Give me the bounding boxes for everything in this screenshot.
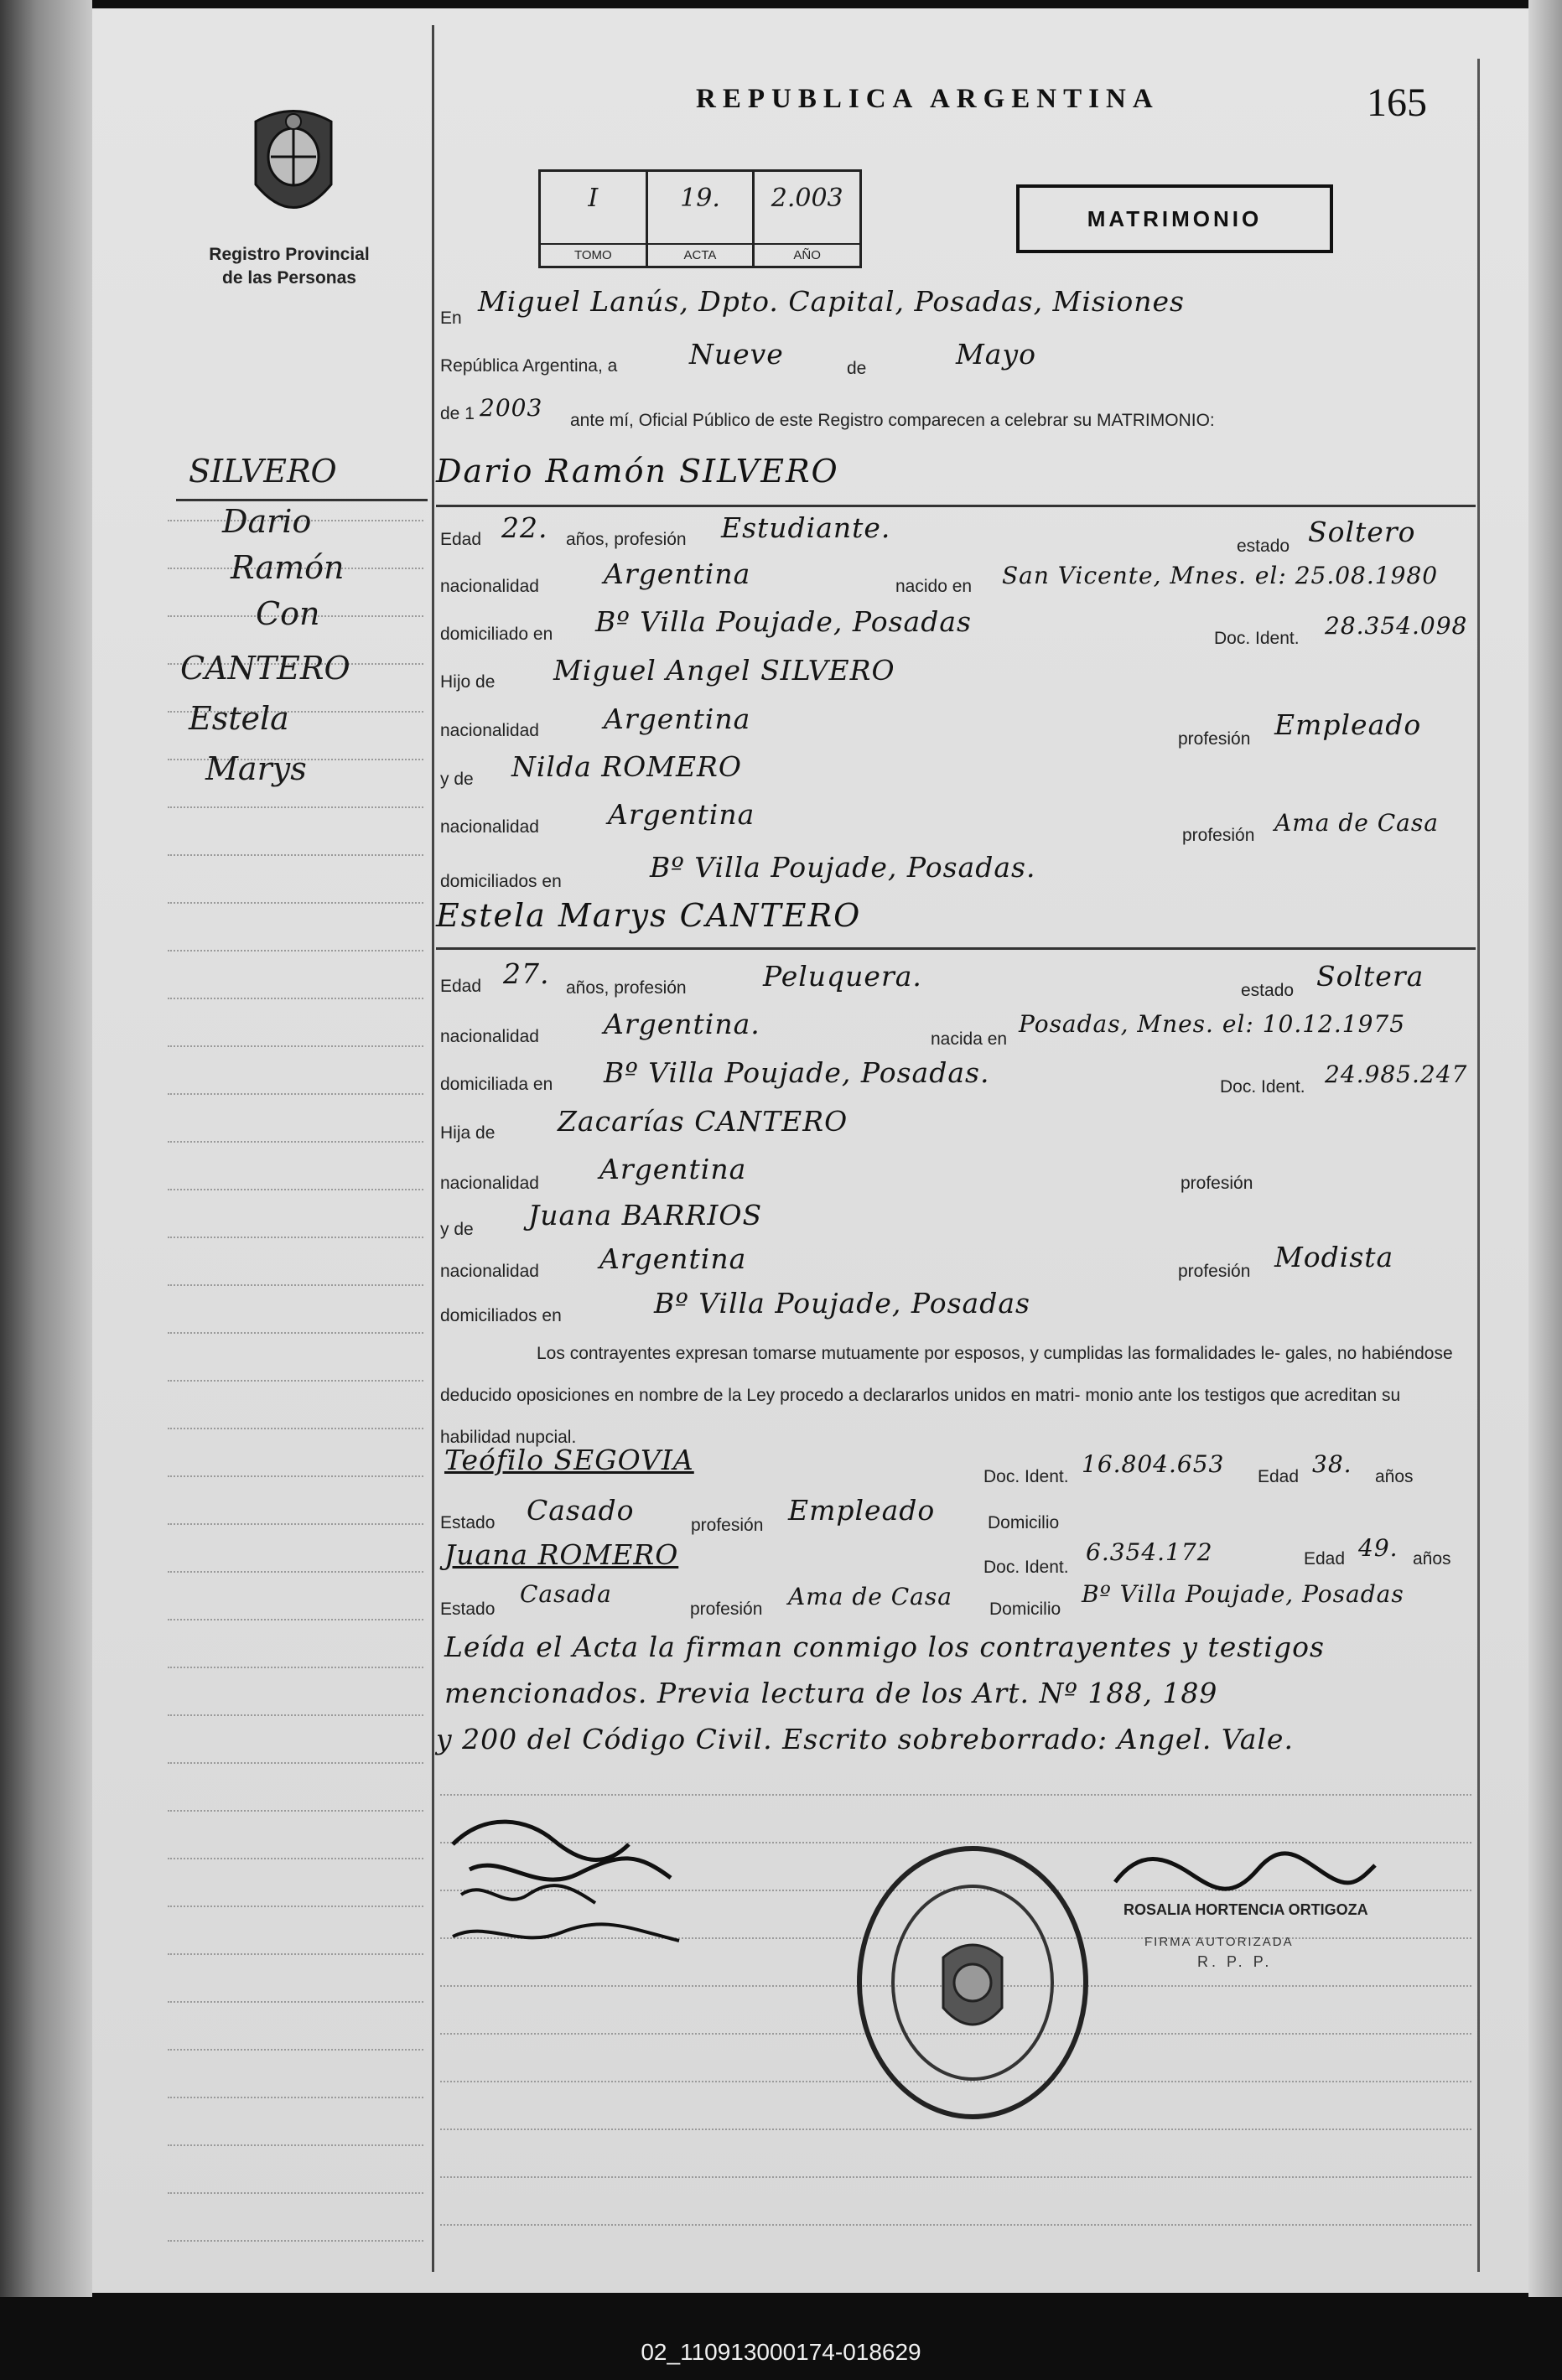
bride-birth: Posadas, Mnes. el: 10.12.1975	[1019, 1010, 1406, 1038]
bride-nacida-label: nacida en	[931, 1029, 1008, 1049]
anio-label: AÑO	[755, 243, 859, 262]
right-margin-line	[1477, 59, 1480, 2272]
ante-text: ante mí, Oficial Público de este Registro comparecen a celebrar su MATRIMONIO:	[570, 411, 1215, 430]
margin-ruled-line	[168, 1667, 423, 1668]
anio-cell	[755, 172, 859, 266]
de-year-label: de 1	[440, 404, 475, 423]
margin-note-line: Ramón	[231, 549, 345, 586]
witness2-estado: Casada	[520, 1580, 612, 1608]
margin-note-line: Dario	[222, 503, 312, 540]
de-label: de	[847, 359, 867, 378]
margin-ruled-line	[168, 1571, 423, 1573]
declaration-line2: gales, no habiéndose deducido oposiciones en nombre de la Ley procedo a declararlos unidos en matri-	[440, 1344, 1453, 1405]
margin-ruled-line	[168, 1953, 423, 1955]
margin-ruled-line	[168, 998, 423, 999]
closing-line1: Leída el Acta la firman conmigo los contrayentes y testigos	[444, 1631, 1325, 1663]
witness1-doc-label: Doc. Ident.	[983, 1467, 1069, 1486]
witness2-domicilio-label: Domicilio	[989, 1600, 1061, 1619]
groom-name-rule	[436, 505, 1476, 507]
bride-y-de-label: y de	[440, 1220, 474, 1239]
groom-age: 22.	[501, 511, 548, 544]
witness2-doc: 6.354.172	[1086, 1538, 1213, 1566]
groom-doc-label: Doc. Ident.	[1214, 629, 1300, 648]
declaration-line1: Los contrayentes expresan tomarse mutuamente por esposos, y cumplidas las formalidades le-	[537, 1344, 1281, 1363]
closing-line3: y 200 del Código Civil. Escrito sobreborrado: Angel. Vale.	[436, 1723, 1294, 1755]
margin-ruled-line	[168, 1714, 423, 1716]
margin-ruled-line	[168, 902, 423, 904]
witness2-estado-label: Estado	[440, 1600, 496, 1619]
image-id-caption: 02_110913000174-018629	[641, 2339, 921, 2365]
groom-mother-nacionalidad-label: nacionalidad	[440, 817, 539, 837]
witness2-domicile: Bº Villa Poujade, Posadas	[1082, 1580, 1404, 1608]
margin-ruled-line	[168, 806, 423, 808]
bride-mother: Juana BARRIOS	[528, 1199, 763, 1231]
tomo-cell	[541, 172, 648, 266]
groom-parents-domicile-label: domiciliados en	[440, 872, 562, 891]
bride-doc-label: Doc. Ident.	[1220, 1077, 1305, 1097]
groom-mother-nationality: Argentina	[608, 798, 755, 831]
bride-nationality: Argentina.	[604, 1008, 760, 1040]
official-name: ROSALIA HORTENCIA ORTIGOZA	[1123, 1901, 1368, 1918]
bride-anios-profesion-label: años, profesión	[566, 978, 687, 998]
margin-ruled-line	[168, 854, 423, 856]
witness1-estado-label: Estado	[440, 1513, 496, 1532]
bride-profession: Peluquera.	[763, 960, 922, 993]
margin-ruled-line	[168, 950, 423, 951]
groom-nacido-label: nacido en	[895, 577, 973, 596]
margin-ruled-line	[168, 1332, 423, 1334]
groom-father-profesion-label: profesión	[1178, 729, 1251, 749]
body-ruled-line	[440, 2129, 1471, 2130]
groom-y-de-label: y de	[440, 770, 474, 789]
folio-number: 165	[1367, 80, 1427, 125]
witness1-age: 38.	[1312, 1450, 1352, 1478]
margin-ruled-line	[168, 2097, 423, 2098]
groom-estado: Soltero	[1308, 516, 1416, 548]
margin-ruled-line	[168, 1189, 423, 1190]
day-value: Nueve	[689, 338, 784, 371]
groom-domicile: Bº Villa Poujade, Posadas	[595, 605, 972, 638]
bride-name-rule	[436, 947, 1476, 950]
bride-domicile: Bº Villa Poujade, Posadas.	[604, 1056, 990, 1089]
margin-ruled-line	[168, 1906, 423, 1907]
book-spine-edge	[0, 0, 92, 2297]
provincial-emblem-icon	[239, 105, 348, 226]
margin-ruled-line	[168, 1858, 423, 1859]
groom-edad-label: Edad	[440, 530, 482, 549]
republica-label: República Argentina, a	[440, 356, 618, 376]
groom-father: Miguel Angel SILVERO	[553, 654, 895, 687]
margin-ruled-line	[168, 1428, 423, 1429]
margin-ruled-line	[168, 1237, 423, 1238]
bride-father-profesion-label: profesión	[1181, 1174, 1253, 1193]
witness1-doc: 16.804.653	[1082, 1450, 1225, 1478]
witness2-doc-label: Doc. Ident.	[983, 1558, 1069, 1577]
margin-ruled-line	[168, 1380, 423, 1382]
year-value: 2003	[480, 394, 543, 422]
witness1-profesion-label: profesión	[691, 1516, 764, 1535]
bride-hija-label: Hija de	[440, 1123, 496, 1143]
rpp-label: R. P. P.	[1197, 1953, 1273, 1970]
official-seal	[851, 1840, 1094, 2125]
witness1-profession: Empleado	[788, 1494, 936, 1527]
bride-mother-nacionalidad-label: nacionalidad	[440, 1262, 539, 1281]
bride-parents-domicile: Bº Villa Poujade, Posadas	[654, 1287, 1030, 1320]
registry-name-line2: de las Personas	[222, 268, 356, 288]
witness1-name: Teófilo SEGOVIA	[444, 1444, 694, 1476]
groom-parents-domicile: Bº Villa Poujade, Posadas.	[650, 851, 1036, 884]
margin-ruled-line	[168, 2001, 423, 2003]
groom-mother-profession: Ama de Casa	[1274, 809, 1439, 837]
tomo-label: TOMO	[541, 243, 646, 262]
declaration-text	[440, 1333, 1471, 1459]
margin-ruled-line	[168, 1093, 423, 1095]
witness2-name: Juana ROMERO	[444, 1538, 679, 1571]
groom-nacionalidad-label: nacionalidad	[440, 577, 539, 596]
body-ruled-line	[440, 2176, 1471, 2178]
closing-line2: mencionados. Previa lectura de los Art. Nº 188, 189	[444, 1677, 1218, 1709]
margin-ruled-line	[168, 1141, 423, 1143]
groom-birth: San Vicente, Mnes. el: 25.08.1980	[1002, 562, 1439, 589]
record-type-box: MATRIMONIO	[1016, 184, 1333, 253]
bride-domiciliada-label: domiciliada en	[440, 1075, 553, 1094]
witness2-profession: Ama de Casa	[788, 1583, 952, 1610]
bride-mother-nationality: Argentina	[599, 1242, 747, 1275]
witness2-profesion-label: profesión	[690, 1600, 763, 1619]
bride-parents-domicile-label: domiciliados en	[440, 1306, 562, 1325]
anio-value: 2.003	[771, 184, 843, 213]
acta-cell	[648, 172, 755, 266]
bride-estado-label: estado	[1241, 981, 1295, 1000]
tomo-value: I	[588, 184, 599, 213]
witness2-edad-label: Edad	[1304, 1549, 1346, 1569]
groom-doc: 28.354.098	[1325, 612, 1468, 640]
margin-column-line	[432, 25, 434, 2272]
witness1-domicilio-label: Domicilio	[988, 1513, 1060, 1532]
register-page	[92, 8, 1528, 2293]
margin-ruled-line	[168, 1523, 423, 1525]
margin-ruled-line	[168, 1045, 423, 1047]
margin-ruled-line	[168, 2049, 423, 2051]
margin-ruled-line	[168, 1475, 423, 1477]
groom-profession: Estudiante.	[721, 511, 891, 544]
margin-ruled-line	[168, 1762, 423, 1764]
margin-note-line: CANTERO	[180, 650, 350, 687]
en-label: En	[440, 309, 462, 328]
contrayentes-signatures	[436, 1794, 738, 1962]
margin-ruled-line	[168, 1619, 423, 1620]
bride-name: Estela Marys CANTERO	[436, 897, 862, 934]
book-right-edge	[1528, 0, 1562, 2297]
registry-name	[184, 243, 394, 290]
witness2-age: 49.	[1358, 1534, 1399, 1562]
place-value: Miguel Lanús, Dpto. Capital, Posadas, Misiones	[478, 285, 1185, 318]
bride-nacionalidad-label: nacionalidad	[440, 1027, 539, 1046]
witness1-edad-label: Edad	[1258, 1467, 1300, 1486]
bride-father-nacionalidad-label: nacionalidad	[440, 1174, 539, 1193]
groom-name: Dario Ramón SILVERO	[436, 453, 839, 490]
country-title: REPUBLICA ARGENTINA	[696, 84, 1160, 114]
margin-note-line: Estela	[189, 700, 289, 737]
groom-anios-profesion-label: años, profesión	[566, 530, 687, 549]
bride-mother-profession: Modista	[1274, 1241, 1394, 1273]
groom-nationality: Argentina	[604, 557, 751, 590]
groom-estado-label: estado	[1237, 537, 1290, 556]
groom-mother: Nilda ROMERO	[511, 750, 742, 783]
groom-domiciliado-label: domiciliado en	[440, 625, 553, 644]
margin-note-line: Con	[256, 595, 320, 632]
body-ruled-line	[440, 2224, 1471, 2226]
declaration-line3: monio ante los testigos que acreditan su habilidad nupcial.	[440, 1386, 1401, 1447]
groom-father-nationality: Argentina	[604, 703, 751, 735]
bride-estado: Soltera	[1316, 960, 1424, 993]
margin-underline	[176, 499, 428, 501]
witness2-anios-label: años	[1413, 1549, 1451, 1569]
witness1-estado: Casado	[527, 1494, 635, 1527]
acta-value: 19.	[680, 184, 720, 213]
bride-age: 27.	[503, 957, 550, 990]
groom-father-nacionalidad-label: nacionalidad	[440, 721, 539, 740]
acta-reference-box	[538, 169, 862, 268]
firma-autorizada-label: FIRMA AUTORIZADA	[1144, 1935, 1294, 1949]
bride-father-nationality: Argentina	[599, 1153, 747, 1185]
margin-ruled-line	[168, 2240, 423, 2242]
bride-edad-label: Edad	[440, 977, 482, 996]
margin-ruled-line	[168, 1284, 423, 1286]
acta-label: ACTA	[648, 243, 753, 262]
groom-mother-profesion-label: profesión	[1182, 826, 1255, 845]
bride-father: Zacarías CANTERO	[558, 1105, 848, 1138]
official-signature	[1098, 1840, 1383, 1907]
margin-ruled-line	[168, 2192, 423, 2194]
bride-mother-profesion-label: profesión	[1178, 1262, 1251, 1281]
bride-doc: 24.985.247	[1325, 1060, 1468, 1088]
margin-note-surname: SILVERO	[189, 453, 337, 490]
margin-ruled-line	[168, 1810, 423, 1812]
margin-note-line: Marys	[205, 750, 307, 787]
groom-father-profession: Empleado	[1274, 708, 1422, 741]
witness1-anios-label: años	[1375, 1467, 1414, 1486]
margin-ruled-line	[168, 2144, 423, 2146]
groom-hijo-label: Hijo de	[440, 672, 496, 692]
month-value: Mayo	[956, 338, 1036, 371]
registry-name-line1: Registro Provincial	[209, 245, 370, 264]
